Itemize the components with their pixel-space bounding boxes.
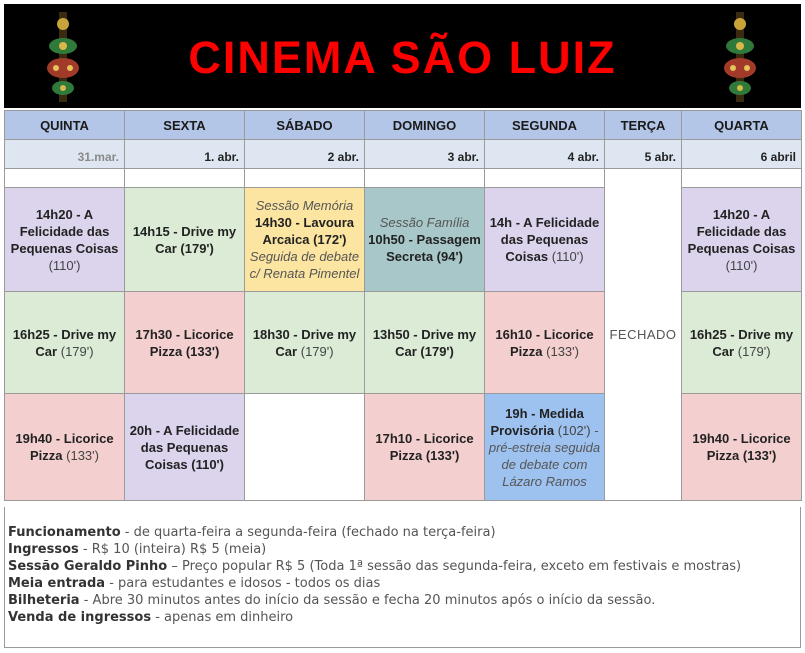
session-cell xyxy=(365,188,485,292)
session-duration: (179') xyxy=(300,343,334,359)
info-key: Meia entrada xyxy=(8,576,106,591)
session-cell xyxy=(245,188,365,292)
session-title: 16h25 - Drive my Car xyxy=(689,326,794,359)
session-cell xyxy=(125,394,245,501)
info-line: Funcionamento - de quarta-feira a segunda-feira (fechado na terça-feira) xyxy=(8,525,496,540)
session-cell xyxy=(485,292,605,394)
empty-cell xyxy=(245,394,365,501)
info-line: Sessão Geraldo Pinho – Preço popular R$ 5 (Toda 1ª sessão das segunda-feira, exceto em festivais e mostras) xyxy=(8,559,742,574)
session-title: 16h25 - Drive my Car xyxy=(12,326,117,359)
session-row xyxy=(5,188,802,292)
info-text: apenas em dinheiro xyxy=(164,610,294,625)
day-header: TERÇA xyxy=(605,111,682,140)
info-text: Preço popular R$ 5 (Toda 1ª sessão das segunda-feira, exceto em festivais e mostras) xyxy=(181,559,742,574)
session-cell xyxy=(365,292,485,394)
session-cell xyxy=(5,188,125,292)
schedule-table xyxy=(4,110,802,501)
session-title: 17h30 - Licorice Pizza (133') xyxy=(135,326,234,359)
closed-label: FECHADO xyxy=(609,327,677,342)
session-title: 19h40 - Licorice Pizza xyxy=(15,431,114,463)
info-line: Bilheteria - Abre 30 minutos antes do início da sessão e fecha 20 minutos após o início da sessão. xyxy=(8,593,656,608)
ornament-icon xyxy=(719,12,761,102)
cinema-banner xyxy=(4,4,801,108)
date-cell: 3 abr. xyxy=(365,140,485,169)
session-cell xyxy=(5,292,125,394)
info-section xyxy=(4,507,801,648)
session-note: - pré-estreia seguida de debate com Lázaro Ramos xyxy=(488,422,601,489)
session-duration: (179') xyxy=(737,343,771,359)
session-cell xyxy=(125,292,245,394)
session-title: 14h15 - Drive my Car (179') xyxy=(132,223,237,256)
session-title: 14h20 - A Felicidade das Pequenas Coisas xyxy=(687,206,796,256)
info-line: Ingressos - R$ 10 (inteira) R$ 5 (meia) xyxy=(8,542,267,557)
session-title: 14h30 - Lavoura Arcaica (172') xyxy=(255,215,354,247)
info-key: Venda de ingressos xyxy=(8,610,152,625)
session-title: 16h10 - Licorice Pizza xyxy=(495,326,594,359)
session-note: Sessão Família xyxy=(379,215,470,230)
session-duration: (110') xyxy=(551,249,584,264)
session-duration: (133') xyxy=(546,343,579,359)
date-row xyxy=(5,140,802,169)
info-text: de quarta-feira a segunda-feira (fechado na terça-feira) xyxy=(133,525,496,540)
date-cell: 1. abr. xyxy=(125,140,245,169)
session-cell xyxy=(682,292,802,394)
session-title: 14h20 - A Felicidade das Pequenas Coisas xyxy=(10,206,119,256)
session-title: 19h - Medida Provisória xyxy=(490,405,584,438)
session-cell xyxy=(485,394,605,501)
session-title: 20h - A Felicidade das Pequenas Coisas (110') xyxy=(129,422,240,472)
day-header: SEXTA xyxy=(125,111,245,140)
session-cell xyxy=(5,394,125,501)
session-note: Sessão Memória xyxy=(255,198,354,213)
day-header: SÁBADO xyxy=(245,111,365,140)
day-header: DOMINGO xyxy=(365,111,485,140)
date-cell: 4 abr. xyxy=(485,140,605,169)
session-duration: (110') xyxy=(725,257,758,273)
info-line: Venda de ingressos - apenas em dinheiro xyxy=(8,610,294,625)
info-text: Abre 30 minutos antes do início da sessão e fecha 20 minutos após o início da sessão. xyxy=(92,593,656,608)
session-row xyxy=(5,394,802,501)
session-cell xyxy=(682,394,802,501)
cinema-title: CINEMA SÃO LUIZ xyxy=(188,32,617,83)
session-title: 10h50 - Passagem Secreta (94') xyxy=(368,232,481,264)
session-title: 17h10 - Licorice Pizza (133') xyxy=(375,431,474,463)
session-title: 19h40 - Licorice Pizza (133') xyxy=(692,431,791,463)
info-key: Funcionamento xyxy=(8,525,121,540)
session-cell xyxy=(245,292,365,394)
info-text: para estudantes e idosos - todos os dias xyxy=(118,576,381,591)
info-text: R$ 10 (inteira) R$ 5 (meia) xyxy=(91,542,267,557)
session-title: 18h30 - Drive my Car xyxy=(252,326,357,359)
info-key: Sessão Geraldo Pinho xyxy=(8,559,168,574)
session-cell xyxy=(125,188,245,292)
session-cell xyxy=(485,188,605,292)
date-cell: 6 abril xyxy=(682,140,802,169)
date-cell: 5 abr. xyxy=(605,140,682,169)
date-cell: 31.mar. xyxy=(5,140,125,169)
day-header: QUARTA xyxy=(682,111,802,140)
day-header: QUINTA xyxy=(5,111,125,140)
session-row xyxy=(5,292,802,394)
date-cell: 2 abr. xyxy=(245,140,365,169)
day-header: SEGUNDA xyxy=(485,111,605,140)
info-line: Meia entrada - para estudantes e idosos - todos os dias xyxy=(8,576,381,591)
session-duration: (179') xyxy=(60,343,94,359)
spacer-row xyxy=(5,169,802,188)
session-title: 13h50 - Drive my Car (179') xyxy=(372,326,477,359)
session-duration: (110') xyxy=(48,257,81,273)
session-note: Seguida de debate c/ Renata Pimentel xyxy=(249,249,360,281)
session-cell xyxy=(365,394,485,501)
session-cell xyxy=(682,188,802,292)
closed-cell xyxy=(605,169,682,501)
info-key: Bilheteria xyxy=(8,593,80,608)
info-key: Ingressos xyxy=(8,542,79,557)
weekday-header-row xyxy=(5,111,802,140)
session-duration: (133') xyxy=(66,448,99,463)
session-title: 14h - A Felicidade das Pequenas Coisas xyxy=(489,215,600,264)
session-duration: (102') xyxy=(557,422,591,438)
